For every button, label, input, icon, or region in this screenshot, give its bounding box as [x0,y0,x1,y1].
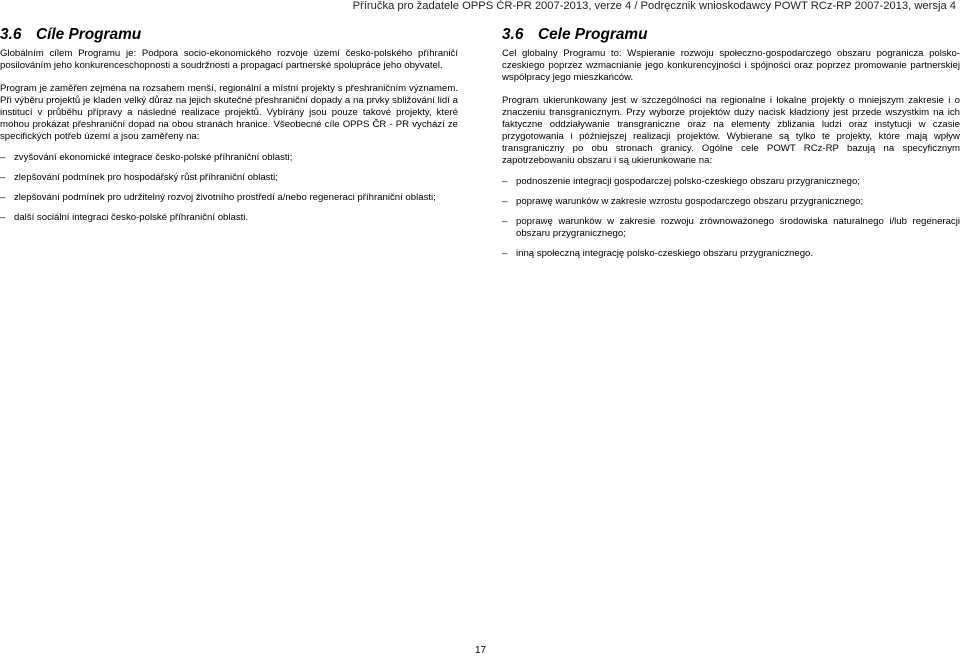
list-item [502,248,960,260]
section-heading-cz [0,26,458,44]
bullet-marker: – [502,176,508,187]
list-item [502,176,960,188]
paragraph: Cel globalny Programu to: Wspieranie rozwoju społeczno-gospodarczego obszaru pogranicza polsko-czeskiego poprzez wzmacnianie jego konkurencyjności i spójności oraz poprzez promowanie partnerskiej współpracy jego mieszkańców. [502,48,960,83]
list-item [0,192,458,204]
list-item-text: zlepšování podmínek pro hospodářský růst příhraniční oblasti; [14,172,278,183]
list-item-text: zvyšování ekonomické integrace česko-polské příhraniční oblasti; [14,152,293,163]
page-number: 17 [475,645,487,656]
goals-list [502,176,960,260]
section-number: 3.6 [502,26,524,43]
goals-list [0,152,458,224]
list-item [0,212,458,224]
list-item-text: poprawę warunków w zakresie rozwoju zrównoważonego środowiska naturalnego i/lub regeneracji obszaru przygranicznego; [516,216,960,239]
czech-column [0,26,458,232]
polish-column [502,26,960,268]
bullet-marker: – [0,172,6,183]
paragraph: Program ukierunkowany jest w szczególności na regionalne i lokalne projekty o mniejszym zakresie i o znaczeniu transgranicznym. Przy wyborze projektów duży nacisk kładziony jest przede wszystkim na ich faktyczne oddziaływanie transgraniczne oraz na elementy zbliżania ludzi oraz instytucji w czasie przygotowania i późniejszej realizacji projektów. Wybierane są tylko te projekty, które mają wpływ transgraniczny po obu stronach granicy. Ogólne cele POWT RCz-RP bazują na specyficznym zapotrzebowaniu obszaru i są ukierunkowane na: [502,95,960,166]
section-title: Cíle Programu [36,26,142,43]
bullet-marker: – [502,248,508,259]
bullet-marker: – [0,152,6,163]
list-item [0,152,458,164]
list-item-text: poprawę warunków w zakresie wzrostu gospodarczego obszaru przygranicznego; [516,196,864,207]
list-item-text: zlepšování podmínek pro udržitelný rozvoj životního prostředí a/nebo regeneraci příhraniční oblasti; [14,192,436,203]
bullet-marker: – [0,192,6,203]
list-item-text: podnoszenie integracji gospodarczej polsko-czeskiego obszaru przygranicznego; [516,176,860,187]
section-number: 3.6 [0,26,22,43]
list-item [502,216,960,240]
bullet-marker: – [0,212,6,223]
page-header: Příručka pro žadatele OPPS ČR-PR 2007-2013, verze 4 / Podręcznik wnioskodawcy POWT RCz-RP 2007-2013, wersja 4 [352,0,956,12]
bullet-marker: – [502,196,508,207]
list-item [502,196,960,208]
section-heading-pl [502,26,960,44]
list-item-text: další sociální integraci česko-polské příhraniční oblasti. [14,212,249,223]
list-item-text: inną społeczną integrację polsko-czeskiego obszaru przygranicznego. [516,248,814,259]
paragraph: Program je zaměřen zejména na rozsahem menší, regionální a místní projekty s přeshraničním významem. Při výběru projektů je kladen velký důraz na jejich skutečné přeshraniční dopady a na prvky sbližování lidí a institucí v průběhu přípravy a následné realizace projektů. Vybírány jsou pouze takové projekty, které mohou prokázat přeshraniční dopad na obou stranách hranice. Všeobecné cíle OPPS ČR - PR vychází ze specifických potřeb území a jsou zaměřeny na: [0,83,458,142]
section-title: Cele Programu [538,26,648,43]
bullet-marker: – [502,216,508,227]
paragraph: Globálním cílem Programu je: Podpora socio-ekonomického rozvoje území česko-polského příhraničí posilováním jeho konkurenceschopnosti a soudržnosti a propagací partnerské spolupráce jeho obyvatel. [0,48,458,71]
list-item [0,172,458,184]
